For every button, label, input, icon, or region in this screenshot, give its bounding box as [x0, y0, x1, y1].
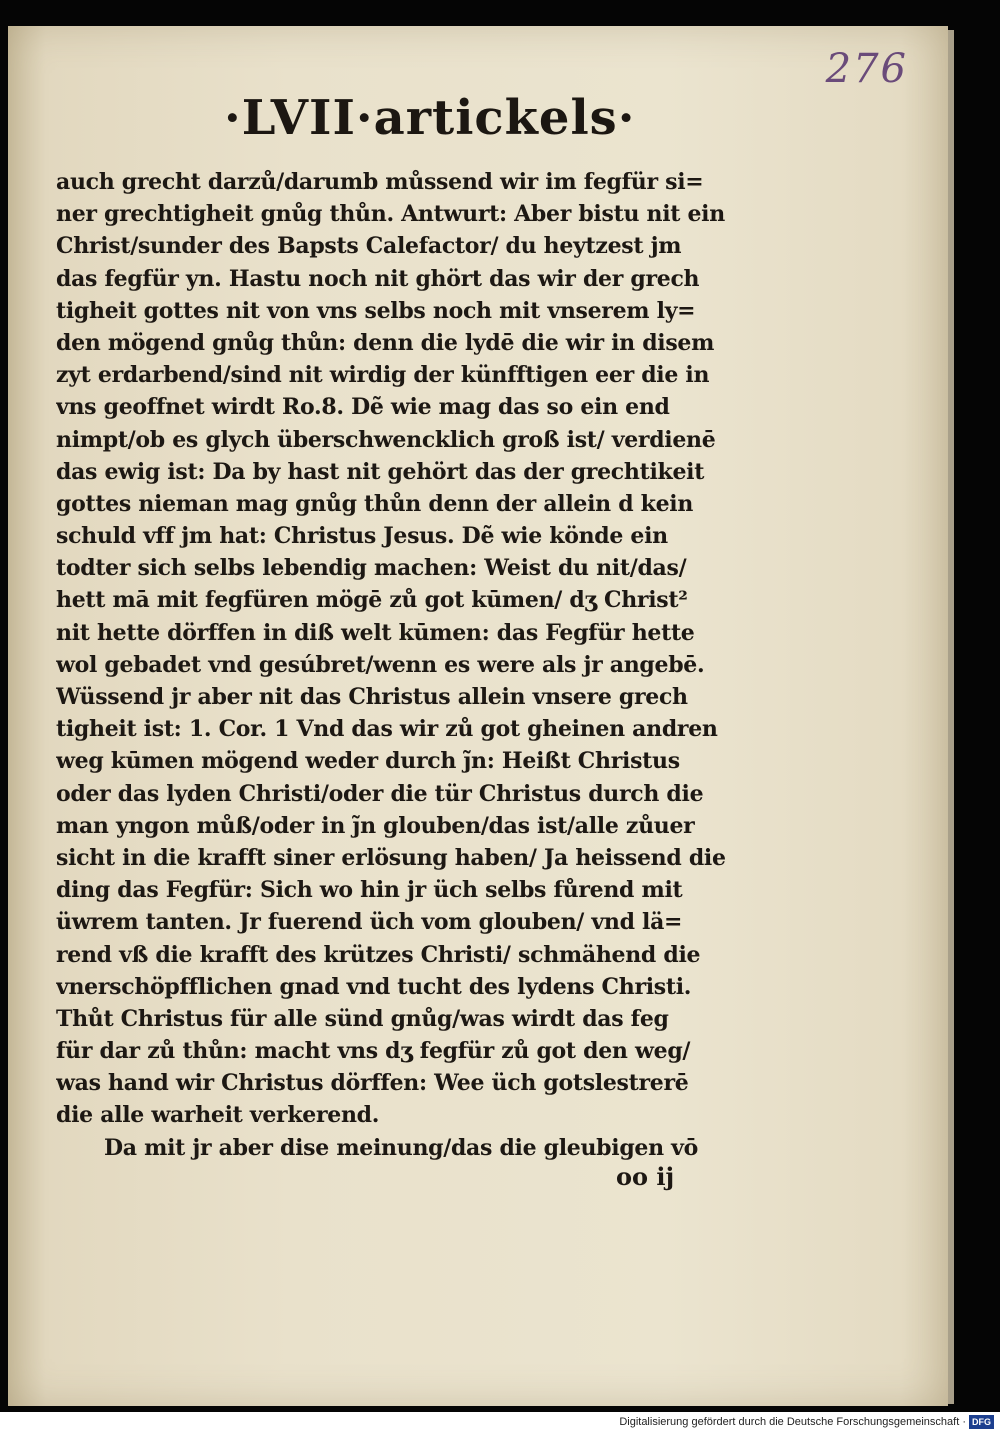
footer-bar [0, 1412, 1000, 1434]
text-line: tigheit gottes nit von vns selbs noch mit vnserem ly= [56, 297, 696, 324]
text-line: sicht in die krafft siner erlösung haben/ Ja heissend die [56, 844, 726, 871]
folio-number: 276 [825, 46, 908, 92]
text-line: das fegfür yn. Hastu noch nit ghört das wir der grech [56, 265, 700, 292]
text-line: gottes nieman mag gnůg thůn denn der allein d kein [56, 490, 694, 517]
text-line: zyt erdarbend/sind nit wirdig der künfftigen eer die in [56, 362, 710, 389]
text-line: hett mā mit fegfüren mögē zů got kūmen/ dʒ Christ² [56, 587, 688, 614]
text-line: die alle warheit verkerend. [56, 1102, 380, 1129]
text-line: weg kūmen mögend weder durch j̃n: Heißt Christus [56, 748, 680, 775]
text-line: rend vß die krafft des krützes Christi/ schmähend die [56, 941, 701, 968]
text-line: den mögend gnůg thůn: denn die lydē die wir in disem [56, 329, 715, 356]
book-page [8, 26, 948, 1406]
body-text [56, 166, 736, 1164]
text-line: ding das Fegfür: Sich wo hin jr üch selbs fůrend mit [56, 877, 683, 904]
text-line: tigheit ist: 1. Cor. 1 Vnd das wir zů got gheinen andren [56, 716, 718, 743]
text-line: Wüssend jr aber nit das Christus allein vnsere grech [56, 684, 688, 710]
text-line: todter sich selbs lebendig machen: Weist du nit/das/ [56, 555, 687, 582]
text-line: Christ/sunder des Bapsts Calefactor/ du heytzest jm [56, 233, 682, 260]
text-line: vns geoffnet wirdt Ro.8. Dẽ wie mag das so ein end [56, 394, 670, 421]
text-line: für dar zů thůn: macht vns dʒ fegfür zů got den weg/ [56, 1038, 691, 1065]
page-edge [948, 30, 954, 1404]
signature-mark: oo ij [616, 1162, 675, 1191]
text-line: oder das lyden Christi/oder die tür Christus durch die [56, 780, 704, 807]
text-line: schuld vff jm hat: Christus Jesus. Dẽ wie könde ein [56, 523, 668, 550]
text-line: Thůt Christus für alle sünd gnůg/was wirdt das feg [56, 1005, 669, 1032]
text-line: ner grechtigheit gnůg thůn. Antwurt: Aber bistu nit ein [56, 201, 725, 228]
dfg-logo: DFG [969, 1415, 994, 1429]
text-line: üwrem tanten. Jr fuerend üch vom glouben/ vnd lä= [56, 909, 683, 936]
text-line: nimpt/ob es glych überschwencklich groß ist/ verdienē [56, 426, 716, 453]
text-line: nit hette dörffen in diß welt kūmen: das Fegfür hette [56, 619, 695, 646]
running-head: ·LVII·artickels· [224, 90, 636, 146]
text-line: wol gebadet vnd gesúbret/wenn es were als jr angebē. [56, 651, 705, 678]
text-line: auch grecht darzů/darumb můssend wir im fegfür si= [56, 169, 704, 195]
text-line: vnerschöpfflichen gnad vnd tucht des lydens Christi. [56, 973, 692, 1000]
text-line: Da mit jr aber dise meinung/das die gleubigen vō [104, 1134, 699, 1161]
text-line: man yngon můß/oder in j̃n glouben/das ist/alle zůuer [56, 812, 695, 839]
text-line: was hand wir Christus dörffen: Wee üch gotslestrerē [56, 1070, 689, 1097]
funding-credit: Digitalisierung gefördert durch die Deutsche Forschungsgemeinschaft · [619, 1416, 966, 1428]
text-line: das ewig ist: Da by hast nit gehört das der grechtikeit [56, 458, 705, 485]
